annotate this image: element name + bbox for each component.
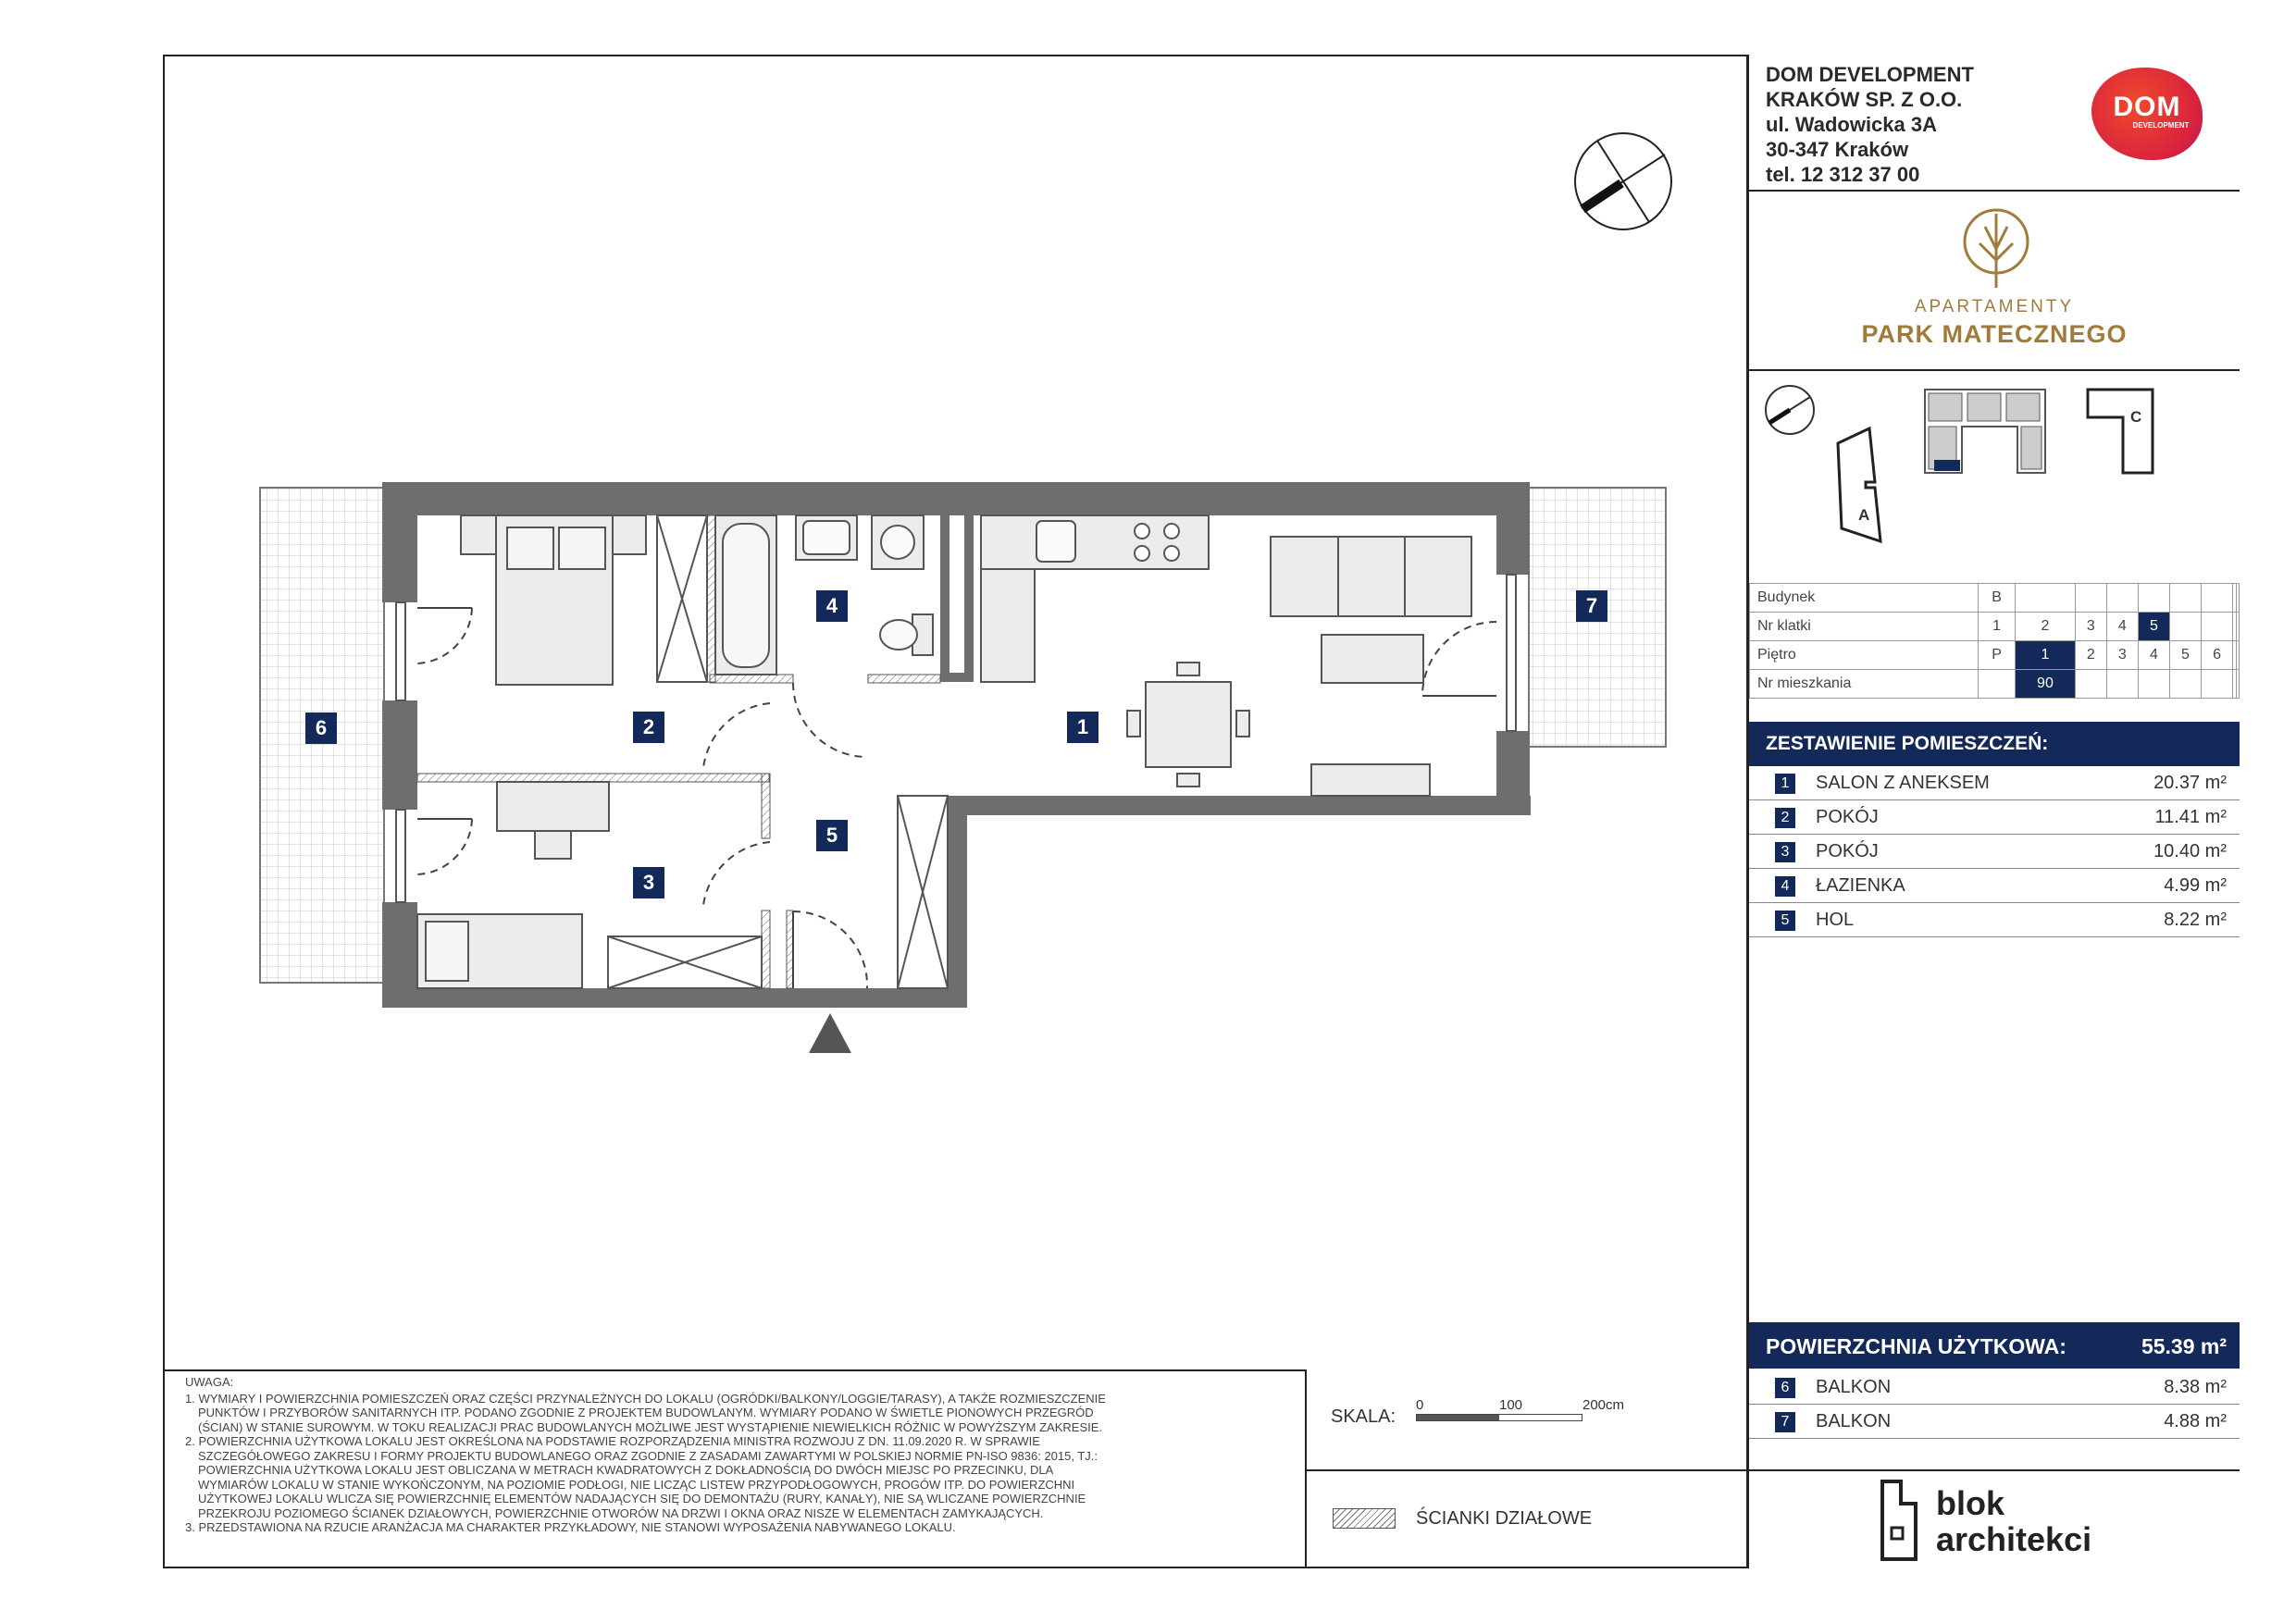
notes-line: PRZEKROJU POZIOMEGO ŚCIANEK DZIAŁOWYCH, POWIERZCHNIE OTWORÓW NA DRZWI I OKNA ORAZ NISZE W ELEMENTACH ZAMYKAJĄCYCH. xyxy=(198,1505,1044,1520)
room-area: 8.22 m² xyxy=(2164,910,2227,930)
extra-row xyxy=(1749,1405,2240,1439)
budynek-label: Budynek xyxy=(1750,584,1979,613)
scale-legend-box xyxy=(1305,1369,1747,1568)
plan-label-5: 5 xyxy=(816,820,848,851)
scale-tick-0: 0 xyxy=(1416,1397,1424,1413)
pietro-label: Piętro xyxy=(1750,641,1979,670)
extra-name: BALKON xyxy=(1816,1377,1892,1397)
total-area-label: POWIERZCHNIA UŻYTKOWA: xyxy=(1766,1334,2066,1358)
scale-label: SKALA: xyxy=(1331,1406,1396,1427)
company-name-2: KRAKÓW SP. Z O.O. xyxy=(1766,88,1963,111)
room-name: SALON Z ANEKSEM xyxy=(1816,773,1990,793)
notes xyxy=(185,1375,1296,1535)
notes-line: (ŚCIAN) W STANIE SUROWYM. W TOKU REALIZACJI PRAC BUDOWLANYCH MOŻLIWE JEST WYSTĄPIENIE NIEWIELKICH RÓŻNIC W POWYŻSZYM ZAKRESIE. xyxy=(198,1419,1103,1434)
rooms-header xyxy=(1749,722,2240,766)
plan-label-7: 7 xyxy=(1576,590,1607,622)
partition-legend-label: ŚCIANKI DZIAŁOWE xyxy=(1416,1508,1593,1529)
dom-development-logo xyxy=(2091,68,2203,160)
pietro-option: 4 xyxy=(2138,641,2169,670)
sidebar xyxy=(1747,55,2240,1568)
rooms-header-label: ZESTAWIENIE POMIESZCZEŃ: xyxy=(1766,733,2049,754)
extra-area: 8.38 m² xyxy=(2164,1377,2227,1397)
pietro-option: P xyxy=(1979,641,2016,670)
company-phone: tel. 12 312 37 00 xyxy=(1766,163,1920,186)
tree-logo-icon xyxy=(1959,206,2033,290)
room-number: 1 xyxy=(1775,774,1795,794)
project-name-2: PARK MATECZNEGO xyxy=(1861,320,2128,348)
mieszkanie-value: 90 xyxy=(2016,670,2076,699)
pietro-option: 3 xyxy=(2106,641,2138,670)
scale-tick-1: 100 xyxy=(1499,1397,1523,1413)
extra-area: 4.88 m² xyxy=(2164,1411,2227,1431)
key-north-arrow-icon xyxy=(1766,386,1814,434)
north-arrow-icon xyxy=(1575,133,1671,229)
room-row xyxy=(1749,835,2240,869)
scale-bar xyxy=(1416,1414,1582,1421)
pietro-option: 6 xyxy=(2202,641,2233,670)
notes-title: UWAGA: xyxy=(185,1375,234,1389)
room-number: 5 xyxy=(1775,911,1795,931)
notes-line: POWIERZCHNIA UŻYTKOWA LOKALU JEST OBLICZANA W METRACH KWADRATOWYCH Z DOKŁADNOŚCIĄ DO DWÓCH MIEJSC PO PRZECINKU, DLA xyxy=(198,1463,1054,1477)
extra-number: 6 xyxy=(1775,1378,1795,1398)
plan-label-4: 4 xyxy=(816,590,848,622)
key-plan xyxy=(1749,371,2240,575)
company-address-1: ul. Wadowicka 3A xyxy=(1766,113,1938,136)
location-table xyxy=(1749,583,2240,699)
room-area: 4.99 m² xyxy=(2164,875,2227,896)
klatka-option: 1 xyxy=(1979,613,2016,641)
plan-label-2: 2 xyxy=(633,712,664,743)
notes-line: UŻYTKOWEJ LOKALU WLICZA SIĘ POWIERZCHNIĘ ELEMENTÓW NADAJĄCYCH SIĘ DO DEMONTAŻU (RURY, KANAŁY), NIE SĄ WLICZANE POWIERZCHNIE xyxy=(198,1492,1086,1505)
architect-name-1: blok xyxy=(1936,1484,2005,1522)
total-area-value: 55.39 m² xyxy=(2141,1334,2227,1358)
logo-text-dom: DOM xyxy=(2113,92,2181,122)
logo-text-development: DEVELOPMENT xyxy=(2132,121,2190,130)
extra-row xyxy=(1749,1370,2240,1405)
room-row xyxy=(1749,869,2240,903)
notes-line: 3. PRZEDSTAWIONA NA RZUCIE ARANŻACJA MA CHARAKTER PRZYKŁADOWY, NIE STANOWI WYPOSAŻENIA NABYWANEGO LOKALU. xyxy=(185,1520,956,1534)
architect-name-2: architekci xyxy=(1936,1520,2092,1558)
room-name: HOL xyxy=(1816,910,1855,930)
plan-label-6: 6 xyxy=(305,712,337,744)
key-building-a-label: A xyxy=(1858,506,1870,524)
room-name: ŁAZIENKA xyxy=(1816,875,1905,896)
company-info xyxy=(1766,62,1974,187)
notes-line: 1. WYMIARY I POWIERZCHNIA POMIESZCZEŃ ORAZ CZĘŚCI PRZYNALEŻNYCH DO LOKALU (OGRÓDKI/BALKONY/LOGGIE/TARASY), A TAKŻE ROZMIESZCZENIE xyxy=(185,1391,1106,1406)
pietro-option: 5 xyxy=(2169,641,2201,670)
notes-line: PUNKTÓW I PRZYBORÓW SANITARNYCH ITP. PODANO ZGODNIE Z PROJEKTEM BUDOWLANYM. WYMIARY PODANO W ŚWIETLE PIONOWYCH PRZEGRÓD xyxy=(198,1406,1094,1419)
klatka-label: Nr klatki xyxy=(1750,613,1979,641)
room-row xyxy=(1749,903,2240,937)
room-name: POKÓJ xyxy=(1816,807,1879,827)
extra-name: BALKON xyxy=(1816,1411,1892,1431)
room-number: 4 xyxy=(1775,876,1795,897)
partition-legend-icon xyxy=(1333,1508,1396,1529)
klatka-option-selected: 5 xyxy=(2138,613,2169,641)
architect-logo-icon xyxy=(1879,1478,1919,1563)
company-address-2: 30-347 Kraków xyxy=(1766,138,1909,161)
room-row xyxy=(1749,766,2240,800)
pietro-option: 2 xyxy=(2075,641,2106,670)
mieszkanie-label: Nr mieszkania xyxy=(1750,670,1979,699)
entrance-arrow-icon xyxy=(809,1013,851,1053)
notes-line: SZCZEGÓŁOWEGO ZAKRESU I FORMY PROJEKTU BUDOWLANEGO ORAZ ZGODNIE Z ZASADAMI ZAWARTYMI W POLSKIEJ NORMIE PN-ISO 9836: 2015, TJ.: xyxy=(198,1448,1098,1463)
room-area: 11.41 m² xyxy=(2154,807,2227,827)
klatka-option: 4 xyxy=(2106,613,2138,641)
project-name-1: APARTAMENTY xyxy=(1914,297,2075,316)
room-row xyxy=(1749,800,2240,835)
budynek-value: B xyxy=(1979,584,2016,613)
extra-number: 7 xyxy=(1775,1412,1795,1432)
notes-line: 2. POWIERZCHNIA UŻYTKOWA LOKALU JEST OKREŚLONA NA PODSTAWIE ROZPORZĄDZENIA MINISTRA ROZWOJU Z DN. 11.09.2020 R. W SPRAWIE xyxy=(185,1434,1040,1448)
room-area: 20.37 m² xyxy=(2153,773,2227,793)
notes-line: WYMIARÓW LOKALU W STANIE WYKOŃCZONYM, NA POZIOMIE PODŁOGI, NIE LICZĄC LISTEW PRZYPODŁOGOWYCH, PROGÓW ITP. DO POWIERZCHNI xyxy=(198,1477,1075,1492)
room-name: POKÓJ xyxy=(1816,841,1879,861)
pietro-option-selected: 1 xyxy=(2016,641,2076,670)
plan-label-3: 3 xyxy=(633,867,664,898)
notes-divider xyxy=(163,1369,1307,1371)
klatka-option: 3 xyxy=(2075,613,2106,641)
klatka-option: 2 xyxy=(2016,613,2076,641)
key-building-c-label: C xyxy=(2130,408,2142,426)
room-area: 10.40 m² xyxy=(2153,841,2227,861)
plan-label-1: 1 xyxy=(1067,712,1098,743)
shaft xyxy=(949,515,964,673)
total-area-bar xyxy=(1749,1322,2240,1369)
scale-tick-2: 200cm xyxy=(1582,1397,1625,1413)
room-number: 2 xyxy=(1775,808,1795,828)
company-name-1: DOM DEVELOPMENT xyxy=(1766,63,1974,86)
room-number: 3 xyxy=(1775,842,1795,862)
